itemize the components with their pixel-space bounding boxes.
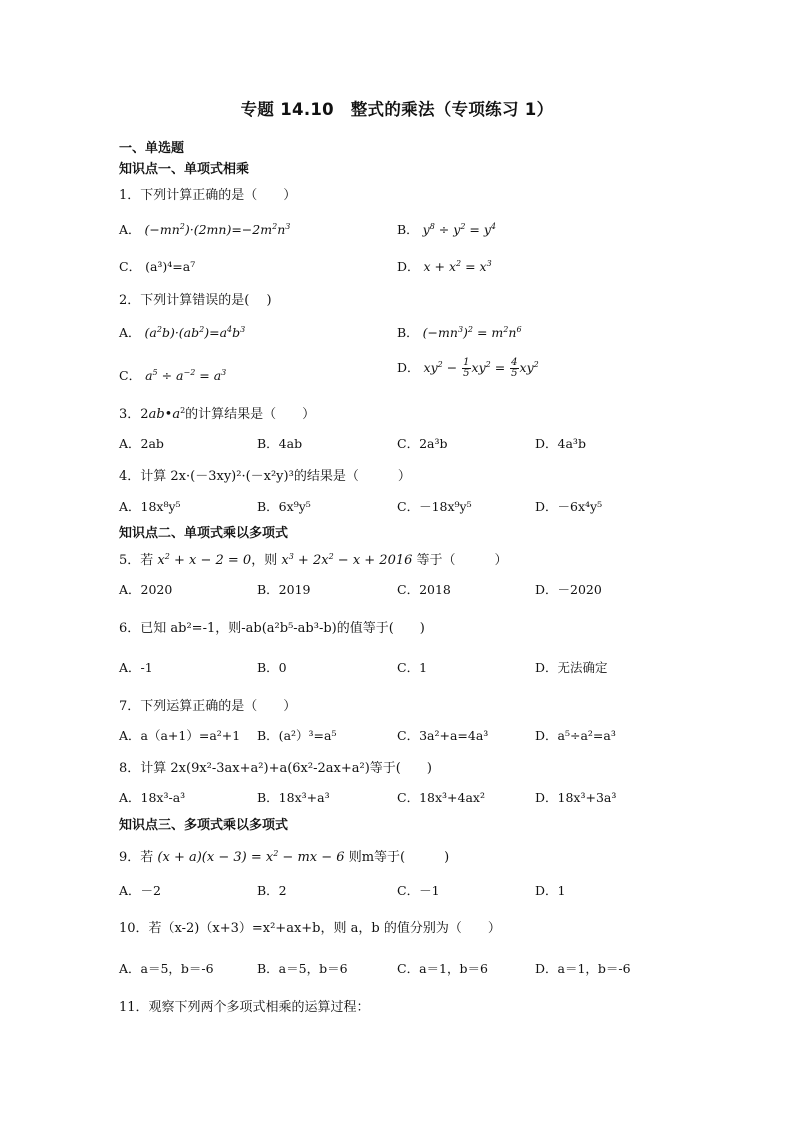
question-6-option-a: A．-1 bbox=[119, 660, 153, 675]
question-11-stem: 11．观察下列两个多项式相乘的运算过程： bbox=[119, 1000, 370, 1015]
question-3-option-a: A．2ab bbox=[119, 436, 164, 451]
question-1-option-b-formula: $y^8 \div y^2 = y^4$ bbox=[422, 222, 496, 237]
question-5-expression: $x^3 + 2x^2 - x + 2016$ bbox=[281, 552, 413, 568]
question-8-stem: 8．计算 2x(9x²-3ax+a²)+a(6x²-2ax+a²)等于( ) bbox=[119, 761, 432, 776]
question-10-option-c: C．a＝1，b＝6 bbox=[397, 961, 488, 976]
question-5-option-b: B．2019 bbox=[257, 582, 311, 597]
question-7-stem: 7．下列运算正确的是（ ） bbox=[119, 699, 297, 714]
question-3-option-c: C．2a³b bbox=[397, 436, 448, 451]
question-2-option-c-formula: $a^5 \div a^{-2} = a^3$ bbox=[145, 368, 227, 383]
question-9-equation: $(x + a)(x - 3) = x^2$ − mx − 6 bbox=[157, 849, 345, 865]
question-8-option-a: A．18x³-a³ bbox=[119, 790, 186, 805]
question-10-option-d: D．a＝1，b＝-6 bbox=[535, 961, 631, 976]
question-6-stem: 6．已知 ab²=-1，则-ab(a²b⁵-ab³-b)的值等于( ) bbox=[119, 621, 425, 636]
section-heading: 一、单选题 bbox=[119, 141, 185, 156]
question-3-option-b: B．4ab bbox=[257, 436, 303, 451]
question-5-option-a: A．2020 bbox=[119, 582, 173, 597]
question-2-option-a: A． $(a^2b)\cdot(ab^2)=a^4b^3$ bbox=[119, 325, 246, 340]
question-4-stem: 4．计算 2x·(－3xy)²·(－x²y)³的结果是（ ） bbox=[119, 469, 411, 484]
question-5-stem: 5．若 $x^2 + x - 2 = 0$，则 $x^3 + 2x^2 - x + 2016$ 等于（ ） bbox=[119, 552, 508, 568]
question-7-option-b: B．(a²）³=a⁵ bbox=[257, 728, 337, 743]
knowledge-point-2: 知识点二、单项式乘以多项式 bbox=[119, 526, 289, 541]
question-7-option-c: C．3a²+a=4a³ bbox=[397, 728, 489, 743]
question-1-option-d: D． $x + x^2 = x^3$ bbox=[397, 259, 492, 274]
question-6-option-d: D．无法确定 bbox=[535, 660, 608, 675]
page-title: 专题 14.10 整式的乘法（专项练习 1） bbox=[240, 100, 554, 119]
question-5-option-c: C．2018 bbox=[397, 582, 451, 597]
question-2-option-a-formula: $(a^2b)\cdot(ab^2)=a^4b^3$ bbox=[144, 325, 246, 340]
question-2-option-c: C． $a^5 \div a^{-2} = a^3$ bbox=[119, 368, 227, 383]
knowledge-point-3: 知识点三、多项式乘以多项式 bbox=[119, 818, 289, 833]
question-3-formula: $2ab•a^2$ bbox=[140, 406, 186, 422]
question-4-option-a: A．18x⁸y⁵ bbox=[119, 499, 181, 514]
question-2-option-d: D． $xy^2$ − $\frac{1}{5}$ $xy^2$ = $\frac{4}{5}$ $xy^2$ bbox=[397, 357, 539, 379]
question-2-stem: 2．下列计算错误的是( ) bbox=[119, 293, 272, 308]
question-7-option-d: D．a⁵÷a²=a³ bbox=[535, 728, 616, 743]
question-5-option-d: D．－2020 bbox=[535, 582, 602, 597]
question-3-option-d: D．4a³b bbox=[535, 436, 586, 451]
question-8-option-b: B．18x³+a³ bbox=[257, 790, 330, 805]
question-9-stem: 9．若 $(x + a)(x - 3) = x^2$ − mx − 6 则m等于( ) bbox=[119, 849, 450, 865]
question-9-option-c: C．－1 bbox=[397, 883, 440, 898]
question-4-option-d: D．－6x⁴y⁵ bbox=[535, 499, 603, 514]
question-10-stem: 10．若（x-2)（x+3）=x²+ax+b，则 a，b 的值分别为（ ） bbox=[119, 921, 501, 936]
question-10-option-a: A．a＝5，b＝-6 bbox=[119, 961, 214, 976]
question-9-option-d: D．1 bbox=[535, 883, 566, 898]
question-2-option-b: B． $(-mn^3)^2 = m^2n^6$ bbox=[397, 325, 522, 340]
question-2-option-b-formula: $(-mn^3)^2 = m^2n^6$ bbox=[422, 325, 522, 340]
question-10-option-b: B．a＝5，b＝6 bbox=[257, 961, 348, 976]
question-1-option-d-formula: $x + x^2 = x^3$ bbox=[423, 259, 492, 274]
question-6-option-b: B．0 bbox=[257, 660, 287, 675]
question-5-condition: $x^2 + x - 2 = 0$ bbox=[157, 552, 252, 568]
question-1-option-a: A． $(-mn^2)\cdot(2mn)=-2m^2n^3$ bbox=[119, 222, 291, 237]
question-4-option-c: C．－18x⁹y⁵ bbox=[397, 499, 472, 514]
question-1-option-c: C． (a³)⁴=a⁷ bbox=[119, 259, 196, 274]
question-1-option-b: B． $y^8 \div y^2 = y^4$ bbox=[397, 222, 496, 237]
question-4-option-b: B．6x⁹y⁵ bbox=[257, 499, 311, 514]
question-9-option-a: A．－2 bbox=[119, 883, 161, 898]
question-2-option-d-formula: $xy^2$ − $\frac{1}{5}$ $xy^2$ = $\frac{4}{5}$ $xy^2$ bbox=[423, 357, 539, 379]
question-8-option-d: D．18x³+3a³ bbox=[535, 790, 617, 805]
question-9-option-b: B．2 bbox=[257, 883, 287, 898]
question-1-stem: 1．下列计算正确的是（ ） bbox=[119, 188, 297, 203]
question-1-option-a-formula: $(-mn^2)\cdot(2mn)=-2m^2n^3$ bbox=[144, 222, 291, 237]
question-8-option-c: C．18x³+4ax² bbox=[397, 790, 485, 805]
knowledge-point-1: 知识点一、单项式相乘 bbox=[119, 162, 250, 177]
question-7-option-a: A．a（a+1）=a²+1 bbox=[119, 728, 241, 743]
question-3-stem: 3．$2ab•a^2$的计算结果是（ ） bbox=[119, 406, 316, 422]
question-6-option-c: C．1 bbox=[397, 660, 428, 675]
